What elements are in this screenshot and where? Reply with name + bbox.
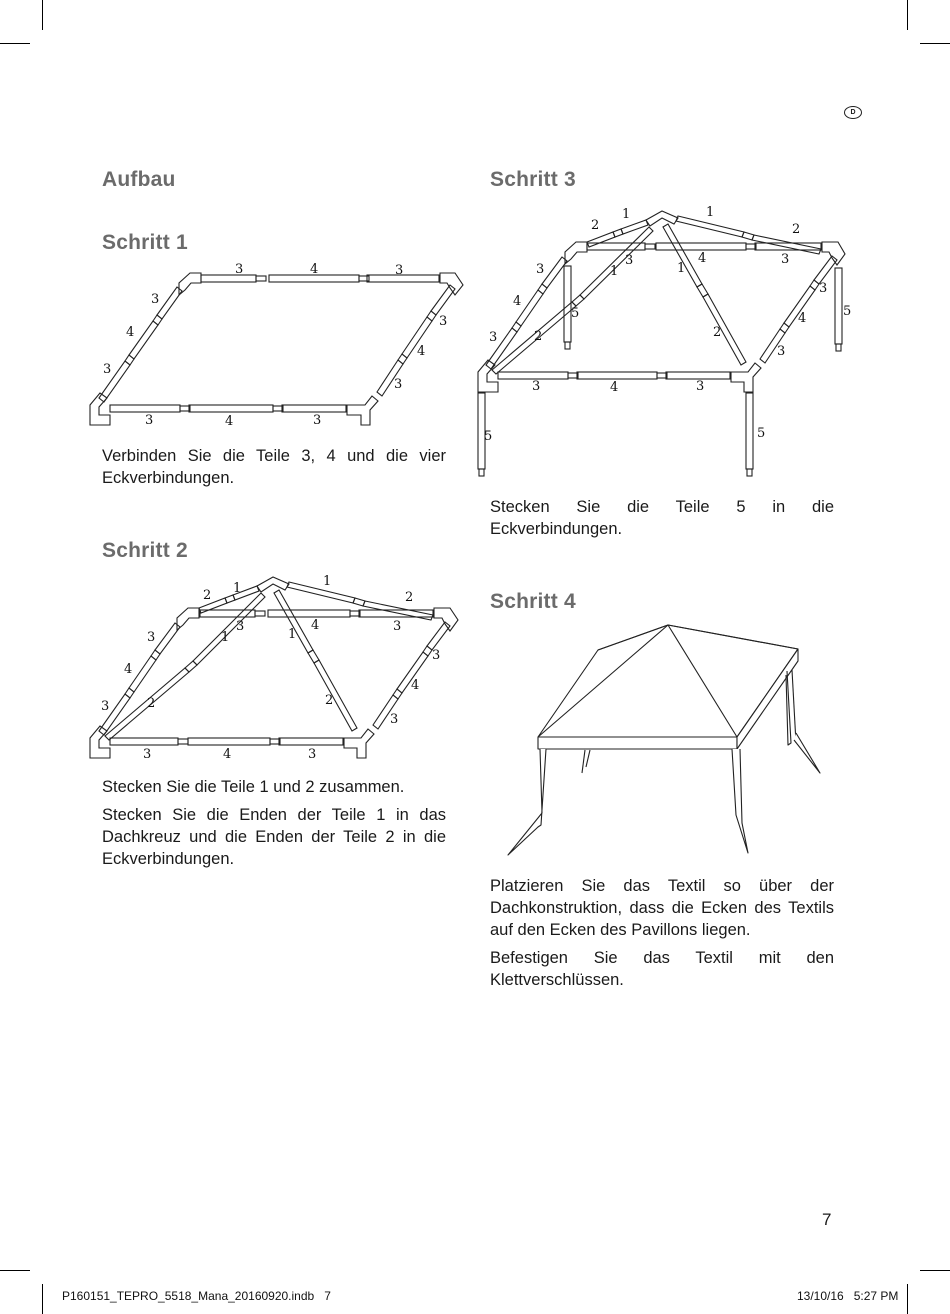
svg-text:3: 3 (236, 619, 245, 634)
svg-text:4: 4 (223, 747, 232, 762)
svg-text:1: 1 (706, 205, 715, 220)
crop-mark (920, 43, 950, 44)
crop-mark (907, 0, 908, 30)
svg-text:3: 3 (777, 344, 786, 359)
footer-timestamp: 13/10/16 5:27 PM (797, 1289, 899, 1303)
svg-text:2: 2 (405, 590, 414, 605)
svg-text:3: 3 (151, 292, 160, 307)
svg-text:3: 3 (103, 362, 112, 377)
svg-text:2: 2 (591, 218, 600, 233)
svg-text:1: 1 (622, 207, 631, 222)
crop-mark (0, 1270, 30, 1271)
svg-text:3: 3 (147, 630, 156, 645)
svg-text:1: 1 (233, 581, 242, 596)
svg-text:3: 3 (394, 377, 403, 392)
svg-text:2: 2 (147, 696, 156, 711)
crop-mark (42, 0, 43, 30)
svg-text:3: 3 (532, 379, 541, 394)
svg-text:3: 3 (625, 253, 634, 268)
svg-text:1: 1 (323, 574, 332, 589)
svg-text:1: 1 (610, 264, 619, 279)
svg-text:4: 4 (698, 251, 707, 266)
svg-text:4: 4 (610, 380, 619, 395)
step4-text: Platzieren Sie das Textil so über der Dachkonstruktion, dass die Ecken des Textils auf den Ecken des Pavillons liegen. Befestigen Sie das Textil mit den Klettverschlüssen. (490, 877, 834, 989)
step2-heading: Schritt 2 (102, 539, 188, 562)
svg-text:2: 2 (792, 222, 801, 237)
svg-text:3: 3 (395, 263, 404, 278)
svg-text:4: 4 (225, 414, 234, 429)
svg-text:3: 3 (390, 712, 399, 727)
svg-text:5: 5 (757, 426, 766, 441)
crop-mark (907, 1284, 908, 1314)
step4-heading: Schritt 4 (490, 590, 576, 613)
svg-text:3: 3 (308, 747, 317, 762)
svg-text:3: 3 (819, 281, 828, 296)
svg-text:4: 4 (126, 325, 135, 340)
step3-text: Stecken Sie die Teile 5 in die Eckverbindungen. (490, 498, 834, 538)
svg-text:5: 5 (843, 304, 852, 319)
svg-text:5: 5 (571, 306, 580, 321)
svg-text:4: 4 (124, 662, 133, 677)
svg-text:4: 4 (311, 618, 320, 633)
svg-text:5: 5 (484, 429, 493, 444)
svg-text:2: 2 (534, 329, 543, 344)
crop-mark (920, 1270, 950, 1271)
svg-text:1: 1 (221, 630, 230, 645)
svg-text:4: 4 (417, 344, 426, 359)
step2-text: Stecken Sie die Teile 1 und 2 zusammen. Stecken Sie die Enden der Teile 1 in das Dachkreuz und die Enden der Teile 2 in die Eckverbindungen. (102, 778, 446, 868)
svg-text:3: 3 (696, 379, 705, 394)
svg-text:3: 3 (536, 262, 545, 277)
svg-text:4: 4 (798, 311, 807, 326)
svg-text:1: 1 (288, 627, 297, 642)
svg-text:4: 4 (513, 294, 522, 309)
svg-text:1: 1 (677, 261, 686, 276)
crop-mark (0, 43, 30, 44)
page-number: 7 (822, 1210, 832, 1229)
svg-text:3: 3 (781, 252, 790, 267)
step2-roof-diagram (85, 568, 470, 763)
svg-text:3: 3 (432, 648, 441, 663)
svg-text:3: 3 (439, 314, 448, 329)
svg-text:3: 3 (393, 619, 402, 634)
svg-text:3: 3 (143, 747, 152, 762)
crop-mark (42, 1284, 43, 1314)
svg-text:3: 3 (235, 262, 244, 277)
step1-frame-diagram (85, 255, 470, 435)
step1-heading: Schritt 1 (102, 231, 188, 254)
svg-text:2: 2 (325, 693, 334, 708)
svg-text:3: 3 (489, 330, 498, 345)
svg-text:4: 4 (310, 262, 319, 277)
language-badge: D (844, 106, 862, 119)
svg-text:3: 3 (145, 413, 154, 428)
step1-text: Verbinden Sie die Teile 3, 4 und die vier Eckverbindungen. (102, 447, 446, 487)
svg-text:2: 2 (203, 588, 212, 603)
svg-text:4: 4 (411, 678, 420, 693)
svg-text:3: 3 (101, 699, 110, 714)
footer-file: P160151_TEPRO_5518_Mana_20160920.indb 7 (62, 1289, 331, 1303)
svg-text:2: 2 (713, 325, 722, 340)
page-title: Aufbau (102, 168, 176, 191)
svg-text:3: 3 (313, 413, 322, 428)
step3-heading: Schritt 3 (490, 168, 576, 191)
step4-gazebo-diagram (500, 615, 830, 860)
step3-legs-diagram (470, 200, 860, 485)
